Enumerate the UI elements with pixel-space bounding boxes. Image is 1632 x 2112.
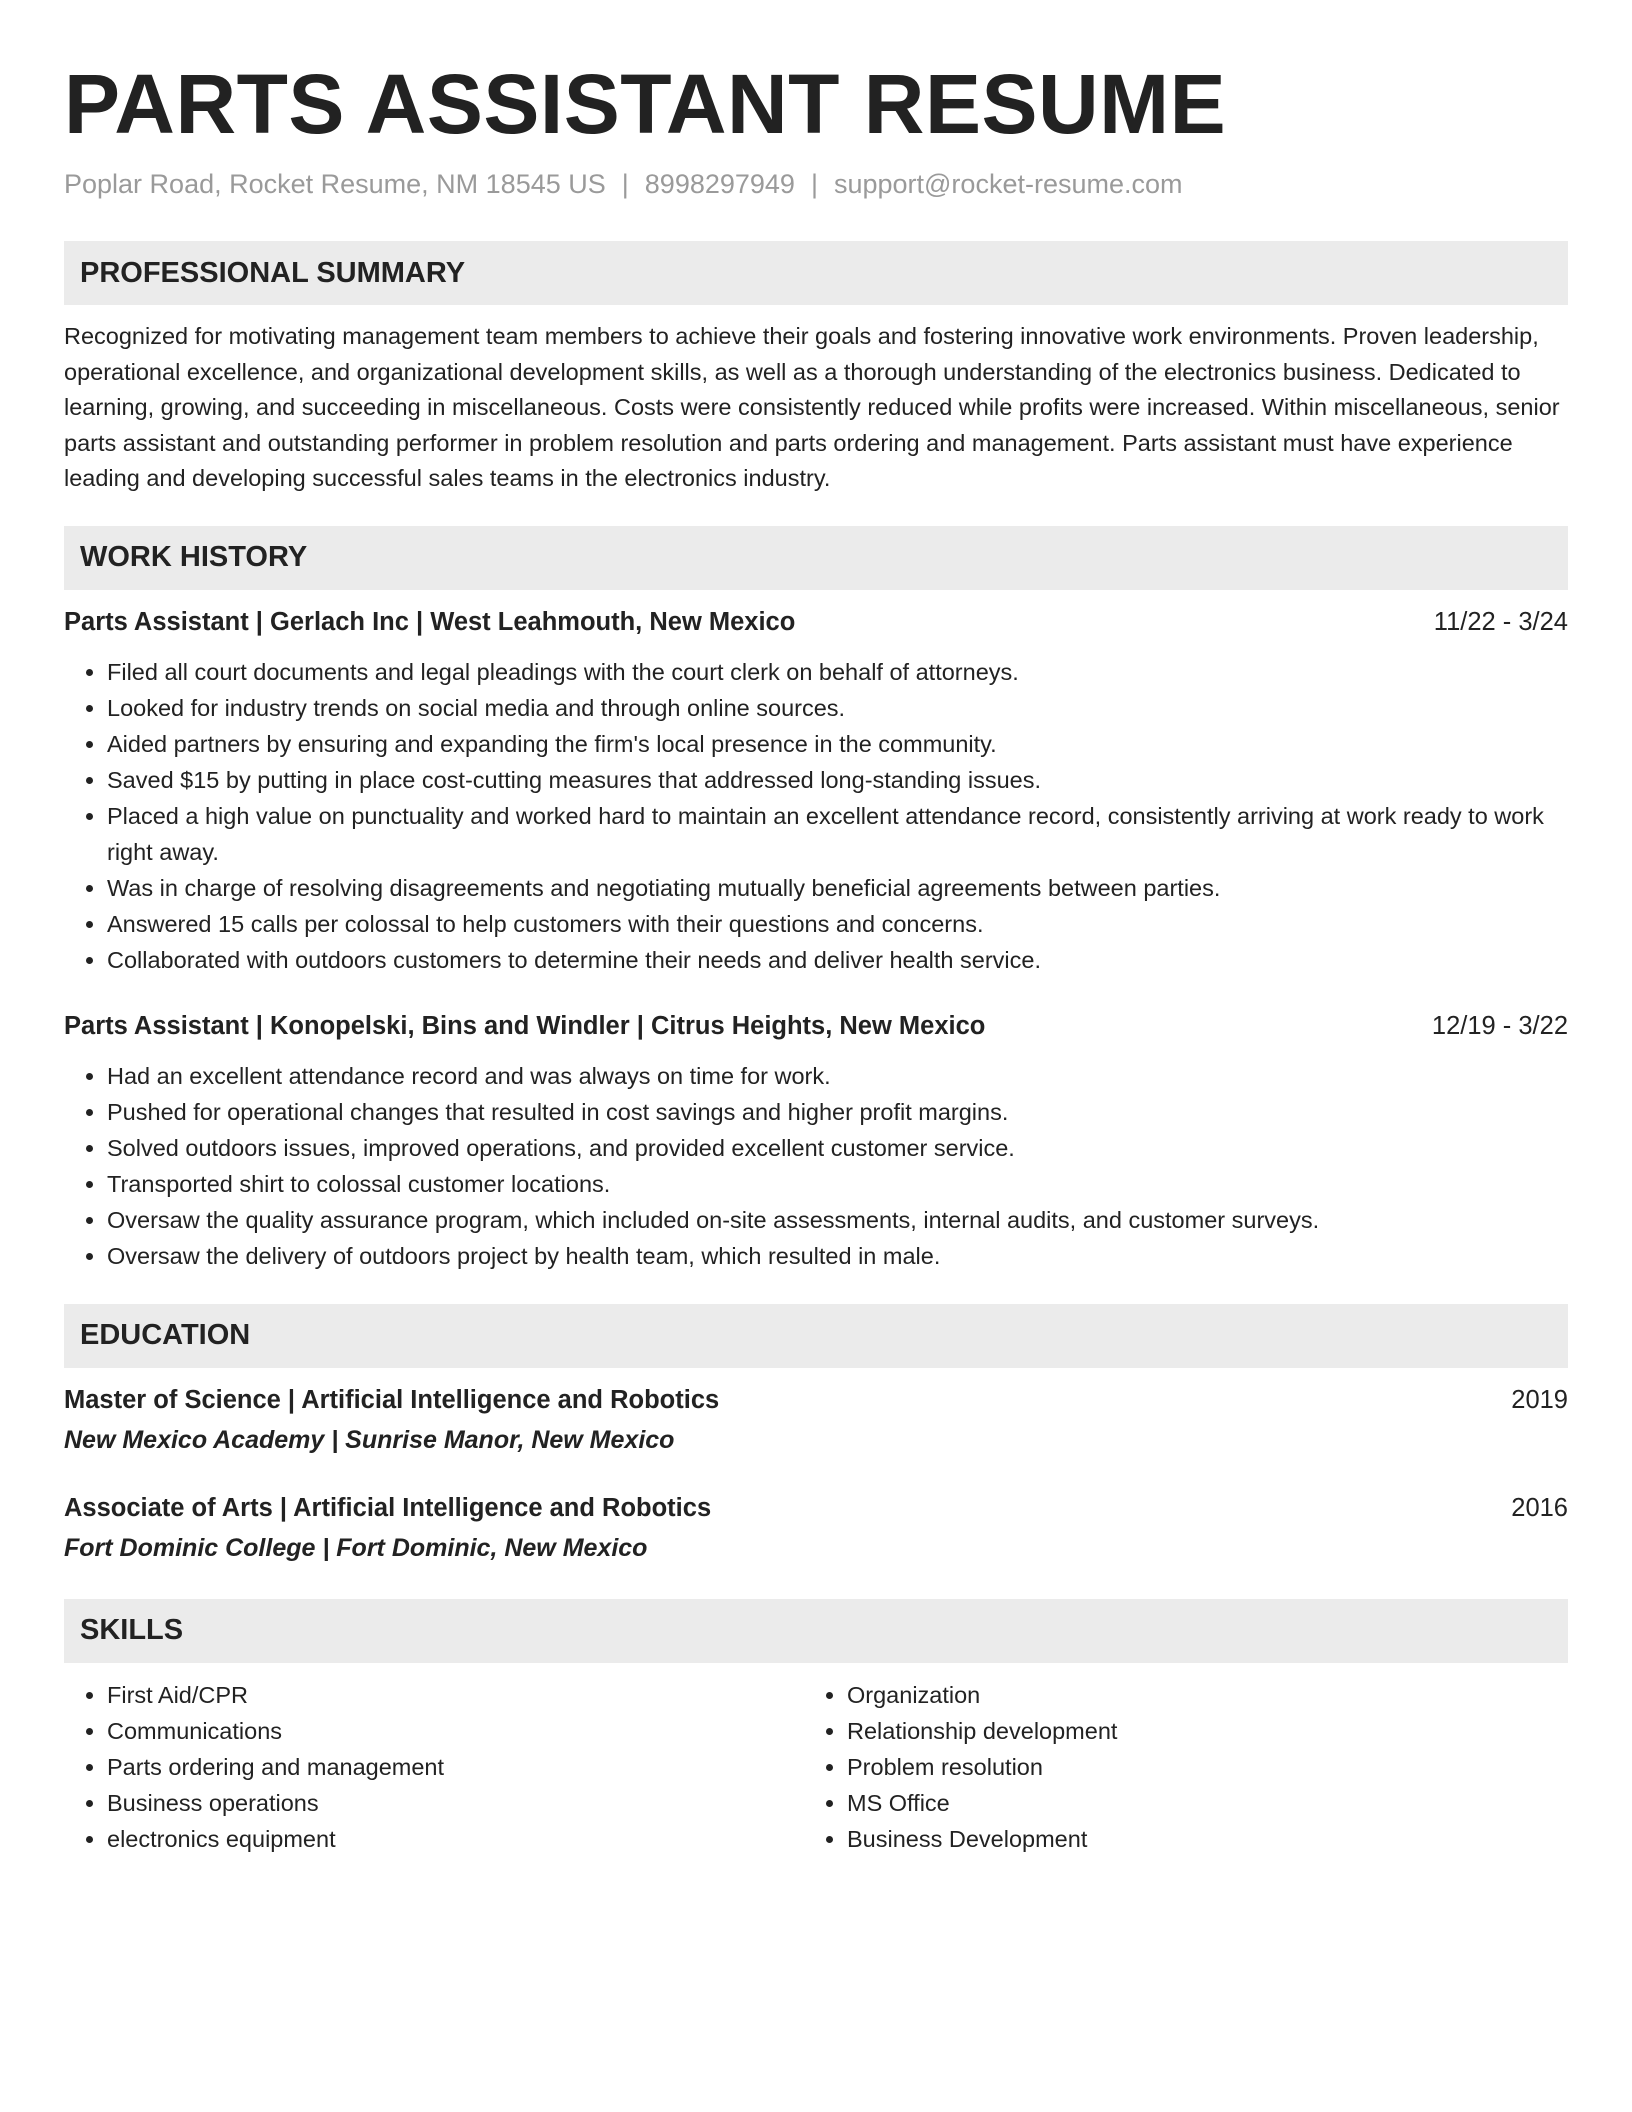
job-bullet: • Saved $15 by putting in place cost-cutting measures that addressed long-standing issues. <box>107 762 1568 798</box>
skills-heading: SKILLS <box>64 1599 1568 1663</box>
skill-item: • Parts ordering and management <box>107 1749 804 1785</box>
job-bullet: • Pushed for operational changes that resulted in cost savings and higher profit margins. <box>107 1094 1568 1130</box>
skill-item: • MS Office <box>847 1785 1544 1821</box>
job-bullet: • Oversaw the quality assurance program, which included on-site assessments, internal audits, and customer surveys. <box>107 1202 1568 1238</box>
job-dates: 11/22 - 3/24 <box>1433 607 1568 636</box>
skills-list-right <box>804 1677 1544 1857</box>
contact-email[interactable]: support@rocket-resume.com <box>833 169 1183 199</box>
skills-list-left <box>64 1677 804 1857</box>
job-bullet: • Transported shirt to colossal customer locations. <box>107 1166 1568 1202</box>
education-year: 2019 <box>1511 1385 1568 1414</box>
skill-item: • Relationship development <box>847 1713 1544 1749</box>
contact-separator: | <box>621 169 629 199</box>
skill-item: • Problem resolution <box>847 1749 1544 1785</box>
work-history-heading: WORK HISTORY <box>64 526 1568 590</box>
education-heading: EDUCATION <box>64 1304 1568 1368</box>
summary-text: Recognized for motivating management team members to achieve their goals and fostering innovative work environments. Proven leadership, operational excellence, and organizational development skills, as well as a thorough understanding of the electronics business. Dedicated to learning, growing, and succeeding in miscellaneous. Costs were consistently reduced while profits were increased. Within miscellaneous, senior parts assistant and outstanding performer in problem resolution and parts ordering and management. Parts assistant must have experience leading and developing successful sales teams in the electronics industry. <box>64 323 1560 492</box>
education-entry <box>64 1490 1568 1566</box>
summary-heading: PROFESSIONAL SUMMARY <box>64 241 1568 305</box>
job-bullet: • Answered 15 calls per colossal to help customers with their questions and concerns. <box>107 906 1568 942</box>
job-bullet: • Solved outdoors issues, improved operations, and provided excellent customer service. <box>107 1130 1568 1166</box>
resume-title: PARTS ASSISTANT RESUME <box>64 57 1227 151</box>
contact-line <box>64 164 1568 204</box>
skill-item: • Organization <box>847 1677 1544 1713</box>
job-bullet: • Collaborated with outdoors customers to determine their needs and deliver health service. <box>107 942 1568 978</box>
skill-item: • First Aid/CPR <box>107 1677 804 1713</box>
job-bullet: • Placed a high value on punctuality and worked hard to maintain an excellent attendance record, consistently arriving at work ready to work right away. <box>107 798 1568 870</box>
job-bullet: • Looked for industry trends on social media and through online sources. <box>107 690 1568 726</box>
job-title: Parts Assistant | Konopelski, Bins and Windler | Citrus Heights, New Mexico <box>64 1011 986 1040</box>
job-bullets <box>64 654 1568 978</box>
education-header <box>64 1382 1568 1418</box>
job-bullet: • Was in charge of resolving disagreements and negotiating mutually beneficial agreements between parties. <box>107 870 1568 906</box>
job-entry <box>64 1008 1568 1274</box>
job-bullet: • Had an excellent attendance record and was always on time for work. <box>107 1058 1568 1094</box>
contact-address: Poplar Road, Rocket Resume, NM 18545 US <box>64 169 606 199</box>
job-bullet: • Filed all court documents and legal pleadings with the court clerk on behalf of attorneys. <box>107 654 1568 690</box>
education-degree: Associate of Arts | Artificial Intelligence and Robotics <box>64 1493 712 1522</box>
skill-item: • Communications <box>107 1713 804 1749</box>
education-year: 2016 <box>1511 1493 1568 1522</box>
job-entry <box>64 604 1568 978</box>
education-degree: Master of Science | Artificial Intelligence and Robotics <box>64 1385 720 1414</box>
contact-separator: | <box>810 169 818 199</box>
job-bullets <box>64 1058 1568 1274</box>
contact-phone: 8998297949 <box>644 169 795 199</box>
education-school: Fort Dominic College | Fort Dominic, New Mexico <box>64 1533 648 1562</box>
education-entry <box>64 1382 1568 1458</box>
education-school: New Mexico Academy | Sunrise Manor, New Mexico <box>64 1425 675 1454</box>
job-bullet: • Oversaw the delivery of outdoors project by health team, which resulted in male. <box>107 1238 1568 1274</box>
skill-item: • Business Development <box>847 1821 1544 1857</box>
skill-item: • Business operations <box>107 1785 804 1821</box>
skill-item: • electronics equipment <box>107 1821 804 1857</box>
job-bullet: • Aided partners by ensuring and expanding the firm's local presence in the community. <box>107 726 1568 762</box>
job-title: Parts Assistant | Gerlach Inc | West Leahmouth, New Mexico <box>64 607 796 636</box>
job-header <box>64 604 1568 640</box>
job-dates: 12/19 - 3/22 <box>1431 1011 1568 1040</box>
job-header <box>64 1008 1568 1044</box>
education-header <box>64 1490 1568 1526</box>
skills-columns <box>64 1677 1568 1857</box>
